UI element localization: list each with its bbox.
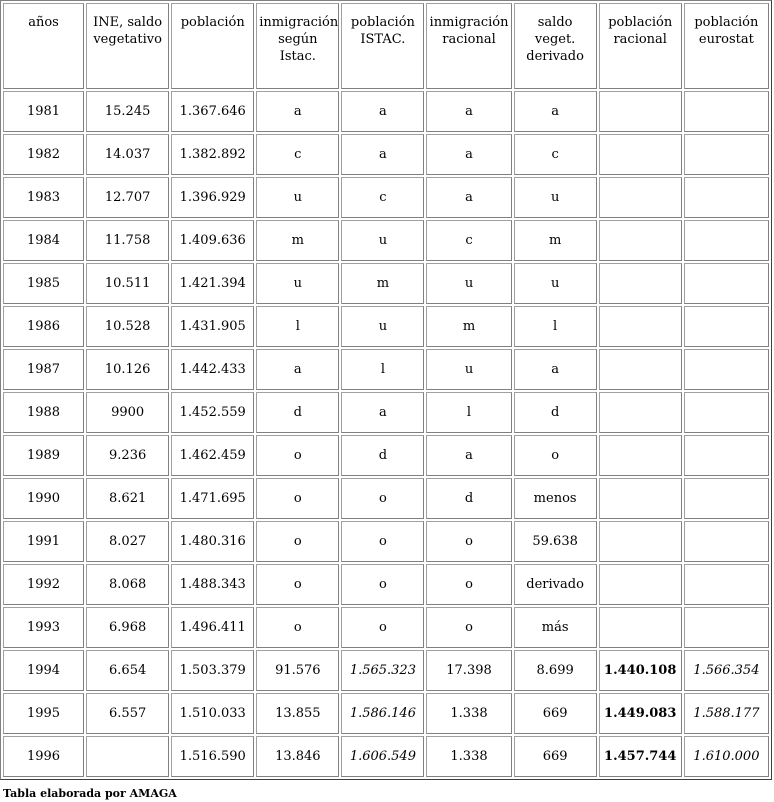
table-cell: d <box>426 478 511 519</box>
table-cell: 1990 <box>3 478 84 519</box>
table-cell: o <box>256 607 339 648</box>
table-cell: m <box>514 220 597 261</box>
column-header: población ISTAC. <box>341 3 424 89</box>
table-cell: 1996 <box>3 736 84 777</box>
table-cell: m <box>341 263 424 304</box>
table-cell: a <box>426 134 511 175</box>
table-cell: 13.855 <box>256 693 339 734</box>
table-cell: c <box>341 177 424 218</box>
table-cell: a <box>426 91 511 132</box>
column-header: años <box>3 3 84 89</box>
table-cell: 1.610.000 <box>684 736 769 777</box>
table-cell: 1.338 <box>426 693 511 734</box>
table-row <box>3 521 769 562</box>
table-cell: 1.471.695 <box>171 478 254 519</box>
table-cell: 1.586.146 <box>341 693 424 734</box>
table-cell: o <box>426 607 511 648</box>
table-cell: 1987 <box>3 349 84 390</box>
table-cell: 1.480.316 <box>171 521 254 562</box>
table-cell: a <box>426 435 511 476</box>
table-row <box>3 607 769 648</box>
table-cell: 1.462.459 <box>171 435 254 476</box>
table-cell: o <box>256 478 339 519</box>
table-cell: 1.566.354 <box>684 650 769 691</box>
table-cell: 6.557 <box>86 693 169 734</box>
table-cell <box>684 349 769 390</box>
table-cell: 17.398 <box>426 650 511 691</box>
table-row <box>3 478 769 519</box>
table-cell: o <box>256 521 339 562</box>
table-row <box>3 650 769 691</box>
table-cell: 10.528 <box>86 306 169 347</box>
table-cell: 1985 <box>3 263 84 304</box>
table-row <box>3 736 769 777</box>
table-cell <box>599 91 682 132</box>
table-cell: 1.382.892 <box>171 134 254 175</box>
table-cell: 1.452.559 <box>171 392 254 433</box>
column-header: población racional <box>599 3 682 89</box>
table-cell: 8.621 <box>86 478 169 519</box>
table-row <box>3 177 769 218</box>
table-cell: a <box>514 91 597 132</box>
table-row <box>3 693 769 734</box>
table-row <box>3 564 769 605</box>
table-cell <box>599 349 682 390</box>
column-header: saldo veget. derivado <box>514 3 597 89</box>
table-row <box>3 306 769 347</box>
table-cell: o <box>341 521 424 562</box>
table-cell: derivado <box>514 564 597 605</box>
table-caption: Tabla elaborada por AMAGA <box>3 787 177 800</box>
table-cell: u <box>426 349 511 390</box>
table-cell: 1.367.646 <box>171 91 254 132</box>
table-cell: u <box>341 306 424 347</box>
table-cell: 59.638 <box>514 521 597 562</box>
table-cell: 8.027 <box>86 521 169 562</box>
table-cell <box>684 521 769 562</box>
table-cell: 1986 <box>3 306 84 347</box>
table-cell: o <box>256 564 339 605</box>
table-cell: 1.421.394 <box>171 263 254 304</box>
table-cell: u <box>256 263 339 304</box>
table-cell: 1.431.905 <box>171 306 254 347</box>
table-cell <box>599 220 682 261</box>
table-cell: 12.707 <box>86 177 169 218</box>
table-cell: 6.968 <box>86 607 169 648</box>
table-cell <box>684 263 769 304</box>
table-cell: a <box>341 91 424 132</box>
table-cell: 1984 <box>3 220 84 261</box>
table-row <box>3 435 769 476</box>
table-cell: u <box>426 263 511 304</box>
table-row <box>3 220 769 261</box>
table-cell: 1995 <box>3 693 84 734</box>
table-cell: 1.338 <box>426 736 511 777</box>
table-cell <box>86 736 169 777</box>
table-cell: 1.457.744 <box>599 736 682 777</box>
table-cell <box>684 392 769 433</box>
table-cell <box>599 478 682 519</box>
table-cell: 669 <box>514 736 597 777</box>
table-cell: 8.068 <box>86 564 169 605</box>
table-row <box>3 91 769 132</box>
table-cell: 1983 <box>3 177 84 218</box>
table-cell <box>599 263 682 304</box>
table-cell: d <box>341 435 424 476</box>
table-cell: 6.654 <box>86 650 169 691</box>
table-cell: u <box>514 177 597 218</box>
table-cell: 1.606.549 <box>341 736 424 777</box>
table-cell: u <box>256 177 339 218</box>
table-cell <box>684 607 769 648</box>
table-cell: c <box>256 134 339 175</box>
table-cell: 13.846 <box>256 736 339 777</box>
table-cell: o <box>426 564 511 605</box>
table-cell: 1.588.177 <box>684 693 769 734</box>
table-cell: m <box>426 306 511 347</box>
table-cell: 1.488.343 <box>171 564 254 605</box>
table-cell: 1991 <box>3 521 84 562</box>
table-cell: u <box>514 263 597 304</box>
table-cell: 1993 <box>3 607 84 648</box>
column-header: INE, saldo vegetativo <box>86 3 169 89</box>
table-cell: l <box>256 306 339 347</box>
table-cell: 11.758 <box>86 220 169 261</box>
table-cell: d <box>514 392 597 433</box>
table-cell: 1.565.323 <box>341 650 424 691</box>
table-cell: 9900 <box>86 392 169 433</box>
table-cell <box>599 392 682 433</box>
table-cell <box>684 177 769 218</box>
table-cell: 1989 <box>3 435 84 476</box>
table-cell: 10.126 <box>86 349 169 390</box>
table-cell <box>599 177 682 218</box>
table-cell: a <box>341 392 424 433</box>
table-cell: 1.510.033 <box>171 693 254 734</box>
table-cell: 1.503.379 <box>171 650 254 691</box>
table-cell: l <box>341 349 424 390</box>
table-cell: m <box>256 220 339 261</box>
table-cell: 669 <box>514 693 597 734</box>
table-cell: o <box>341 478 424 519</box>
table-cell: o <box>426 521 511 562</box>
header-row <box>3 3 769 89</box>
table-cell <box>684 564 769 605</box>
table-row <box>3 349 769 390</box>
table-cell: a <box>256 91 339 132</box>
table-cell: o <box>341 564 424 605</box>
table-row <box>3 263 769 304</box>
table-cell <box>684 220 769 261</box>
table-cell: 1.409.636 <box>171 220 254 261</box>
table-cell <box>599 134 682 175</box>
table-cell <box>599 607 682 648</box>
table-cell: 14.037 <box>86 134 169 175</box>
table-cell: a <box>514 349 597 390</box>
column-header: inmigración racional <box>426 3 511 89</box>
table-cell: l <box>514 306 597 347</box>
table-cell: 1981 <box>3 91 84 132</box>
table-cell: 10.511 <box>86 263 169 304</box>
table-cell: o <box>341 607 424 648</box>
table-cell: 1988 <box>3 392 84 433</box>
table-row <box>3 392 769 433</box>
table-cell <box>599 564 682 605</box>
table-cell <box>599 521 682 562</box>
table-cell: o <box>514 435 597 476</box>
table-cell: d <box>256 392 339 433</box>
table-cell <box>684 478 769 519</box>
table-cell: a <box>426 177 511 218</box>
table-cell: 1.516.590 <box>171 736 254 777</box>
table-cell <box>599 306 682 347</box>
table-cell <box>684 435 769 476</box>
table-cell: 15.245 <box>86 91 169 132</box>
table-cell: 1.442.433 <box>171 349 254 390</box>
table-cell: 1.496.411 <box>171 607 254 648</box>
table-cell <box>684 134 769 175</box>
table-cell: 1.396.929 <box>171 177 254 218</box>
table-cell: 1.449.083 <box>599 693 682 734</box>
table-cell: a <box>341 134 424 175</box>
table-cell: a <box>256 349 339 390</box>
table-cell: l <box>426 392 511 433</box>
table-cell <box>684 306 769 347</box>
table-cell: 8.699 <box>514 650 597 691</box>
table-cell: más <box>514 607 597 648</box>
column-header: población <box>171 3 254 89</box>
table-cell: 9.236 <box>86 435 169 476</box>
table-cell: 1992 <box>3 564 84 605</box>
table-cell: 1982 <box>3 134 84 175</box>
table-row <box>3 134 769 175</box>
table-cell: o <box>256 435 339 476</box>
table-cell: 1.440.108 <box>599 650 682 691</box>
column-header: inmigración según Istac. <box>256 3 339 89</box>
table-cell: u <box>341 220 424 261</box>
table-cell: c <box>426 220 511 261</box>
table-cell: 1994 <box>3 650 84 691</box>
table-cell <box>684 91 769 132</box>
table-cell <box>599 435 682 476</box>
column-header: población eurostat <box>684 3 769 89</box>
table-cell: menos <box>514 478 597 519</box>
table-cell: 91.576 <box>256 650 339 691</box>
table-cell: c <box>514 134 597 175</box>
